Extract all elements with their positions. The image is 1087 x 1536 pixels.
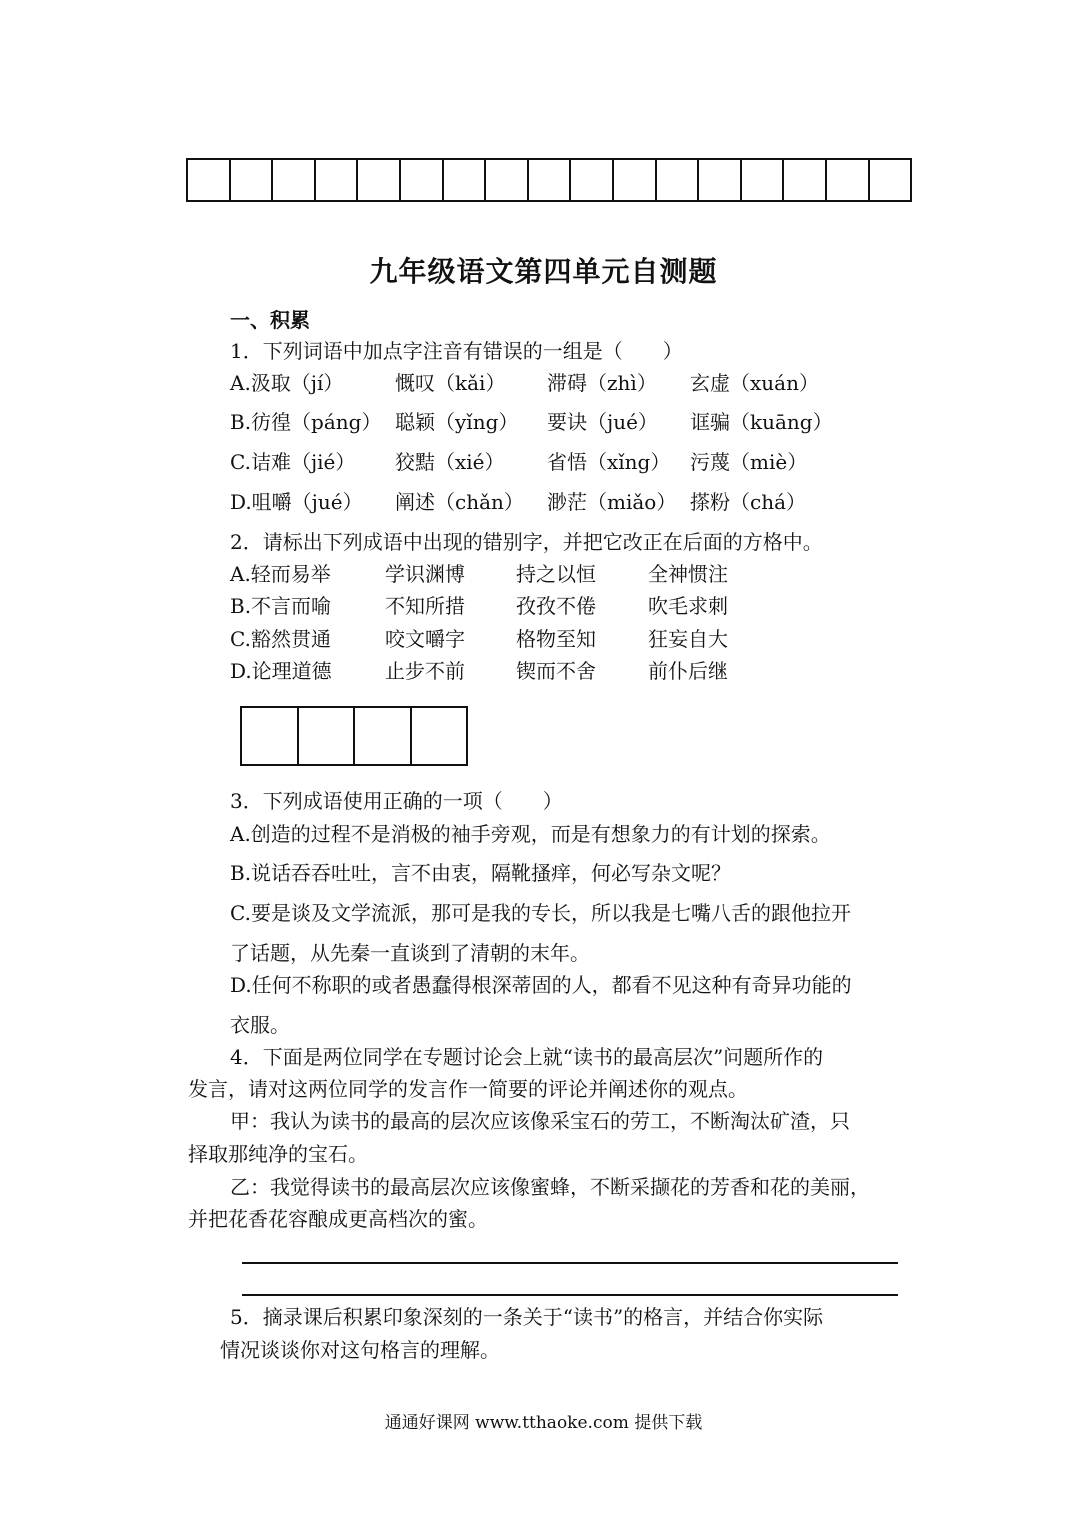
q1-word: B.彷徨（páng） [230, 410, 382, 434]
idiom: B.不言而喻 [230, 594, 332, 618]
q1-word: 滞碍（zhì） [547, 371, 657, 395]
answer-cell[interactable] [358, 160, 401, 200]
q1-word: 聪颖（yǐng） [395, 410, 519, 434]
idiom: 不知所措 [385, 594, 465, 618]
correction-cell[interactable] [355, 708, 412, 764]
idiom: A.轻而易举 [230, 562, 331, 586]
answer-cell[interactable] [529, 160, 572, 200]
q1-word: 阐述（chǎn） [395, 490, 524, 514]
q1-word: 要诀（jué） [547, 410, 658, 434]
idiom: 止步不前 [385, 659, 465, 683]
q1-word: 狡黠（xié） [395, 450, 505, 474]
q3-option-c: C.要是谈及文学流派，那可是我的专长，所以我是七嘴八舌的跟他拉开 [230, 901, 851, 925]
answer-cell[interactable] [657, 160, 700, 200]
answer-cell[interactable] [742, 160, 785, 200]
q1-word: C.诘难（jié） [230, 450, 356, 474]
q1-word: 慨叹（kǎi） [395, 371, 506, 395]
answer-cell[interactable] [188, 160, 231, 200]
q1-word: 污蔑（miè） [690, 450, 808, 474]
correction-cell[interactable] [412, 708, 467, 764]
q3-option-d: D.任何不称职的或者愚蠢得根深蒂固的人，都看不见这种有奇异功能的 [230, 973, 852, 997]
correction-cell[interactable] [242, 708, 299, 764]
answer-cell[interactable] [316, 160, 359, 200]
answer-cell[interactable] [273, 160, 316, 200]
idiom: 持之以恒 [516, 562, 596, 586]
correction-cell[interactable] [299, 708, 356, 764]
q4-speaker-b: 乙：我觉得读书的最高层次应该像蜜蜂，不断采撷花的芳香和花的美丽， [230, 1175, 870, 1199]
idiom: 狂妄自大 [648, 627, 728, 651]
idiom: 锲而不舍 [516, 659, 596, 683]
q1-word: A.汲取（jí） [230, 371, 344, 395]
q3-stem: 3．下列成语使用正确的一项（ ） [230, 789, 563, 813]
q5-stem: 5．摘录课后积累印象深刻的一条关于“读书”的格言，并结合你实际 [230, 1305, 824, 1329]
answer-line[interactable] [242, 1294, 898, 1296]
answer-grid [186, 158, 912, 202]
idiom: 格物至知 [516, 627, 596, 651]
page-title: 九年级语文第四单元自测题 [369, 255, 718, 288]
q4-speaker-a: 甲：我认为读书的最高的层次应该像采宝石的劳工，不断淘汰矿渣，只 [230, 1109, 850, 1133]
idiom: 前仆后继 [648, 659, 728, 683]
q1-word: 诓骗（kuāng） [690, 410, 833, 434]
q3-option-d-cont: 衣服。 [230, 1013, 290, 1037]
idiom: 孜孜不倦 [516, 594, 596, 618]
answer-cell[interactable] [571, 160, 614, 200]
idiom: D.论理道德 [230, 659, 332, 683]
q1-word: 搽粉（chá） [690, 490, 807, 514]
answer-cell[interactable] [231, 160, 274, 200]
idiom: C.豁然贯通 [230, 627, 331, 651]
q1-word: 玄虚（xuán） [690, 371, 819, 395]
answer-cell[interactable] [784, 160, 827, 200]
answer-cell[interactable] [870, 160, 913, 200]
correction-grid [240, 706, 468, 766]
footer-source: 通通好课网 www.tthaoke.com 提供下载 [384, 1413, 703, 1433]
answer-line[interactable] [242, 1262, 898, 1264]
idiom: 咬文嚼字 [385, 627, 465, 651]
answer-cell[interactable] [401, 160, 444, 200]
q3-option-a: A.创造的过程不是消极的袖手旁观，而是有想象力的有计划的探索。 [230, 822, 831, 846]
q5-stem-cont: 情况谈谈你对这句格言的理解。 [220, 1338, 500, 1362]
q1-word: D.咀嚼（jué） [230, 490, 363, 514]
answer-cell[interactable] [444, 160, 487, 200]
idiom: 吹毛求刺 [648, 594, 728, 618]
answer-cell[interactable] [827, 160, 870, 200]
answer-cell[interactable] [614, 160, 657, 200]
q4-speaker-b-cont: 并把花香花容酿成更高档次的蜜。 [188, 1207, 488, 1231]
q3-option-b: B.说话吞吞吐吐，言不由衷，隔靴搔痒，何必写杂文呢？ [230, 861, 732, 885]
idiom: 全神惯注 [648, 562, 728, 586]
q1-word: 渺茫（miǎo） [547, 490, 677, 514]
q4-speaker-a-cont: 择取那纯净的宝石。 [188, 1142, 368, 1166]
q4-stem: 4．下面是两位同学在专题讨论会上就“读书的最高层次”问题所作的 [230, 1045, 824, 1069]
q2-stem: 2．请标出下列成语中出现的错别字，并把它改正在后面的方格中。 [230, 530, 823, 554]
idiom: 学识渊博 [385, 562, 465, 586]
q3-option-c-cont: 了话题，从先秦一直谈到了清朝的末年。 [230, 941, 590, 965]
q1-word: 省悟（xǐng） [547, 450, 671, 474]
answer-cell[interactable] [486, 160, 529, 200]
q4-stem-cont: 发言，请对这两位同学的发言作一简要的评论并阐述你的观点。 [188, 1077, 748, 1101]
section-heading: 一、积累 [230, 308, 310, 332]
answer-cell[interactable] [699, 160, 742, 200]
q1-stem: 1．下列词语中加点字注音有错误的一组是（ ） [230, 339, 683, 363]
